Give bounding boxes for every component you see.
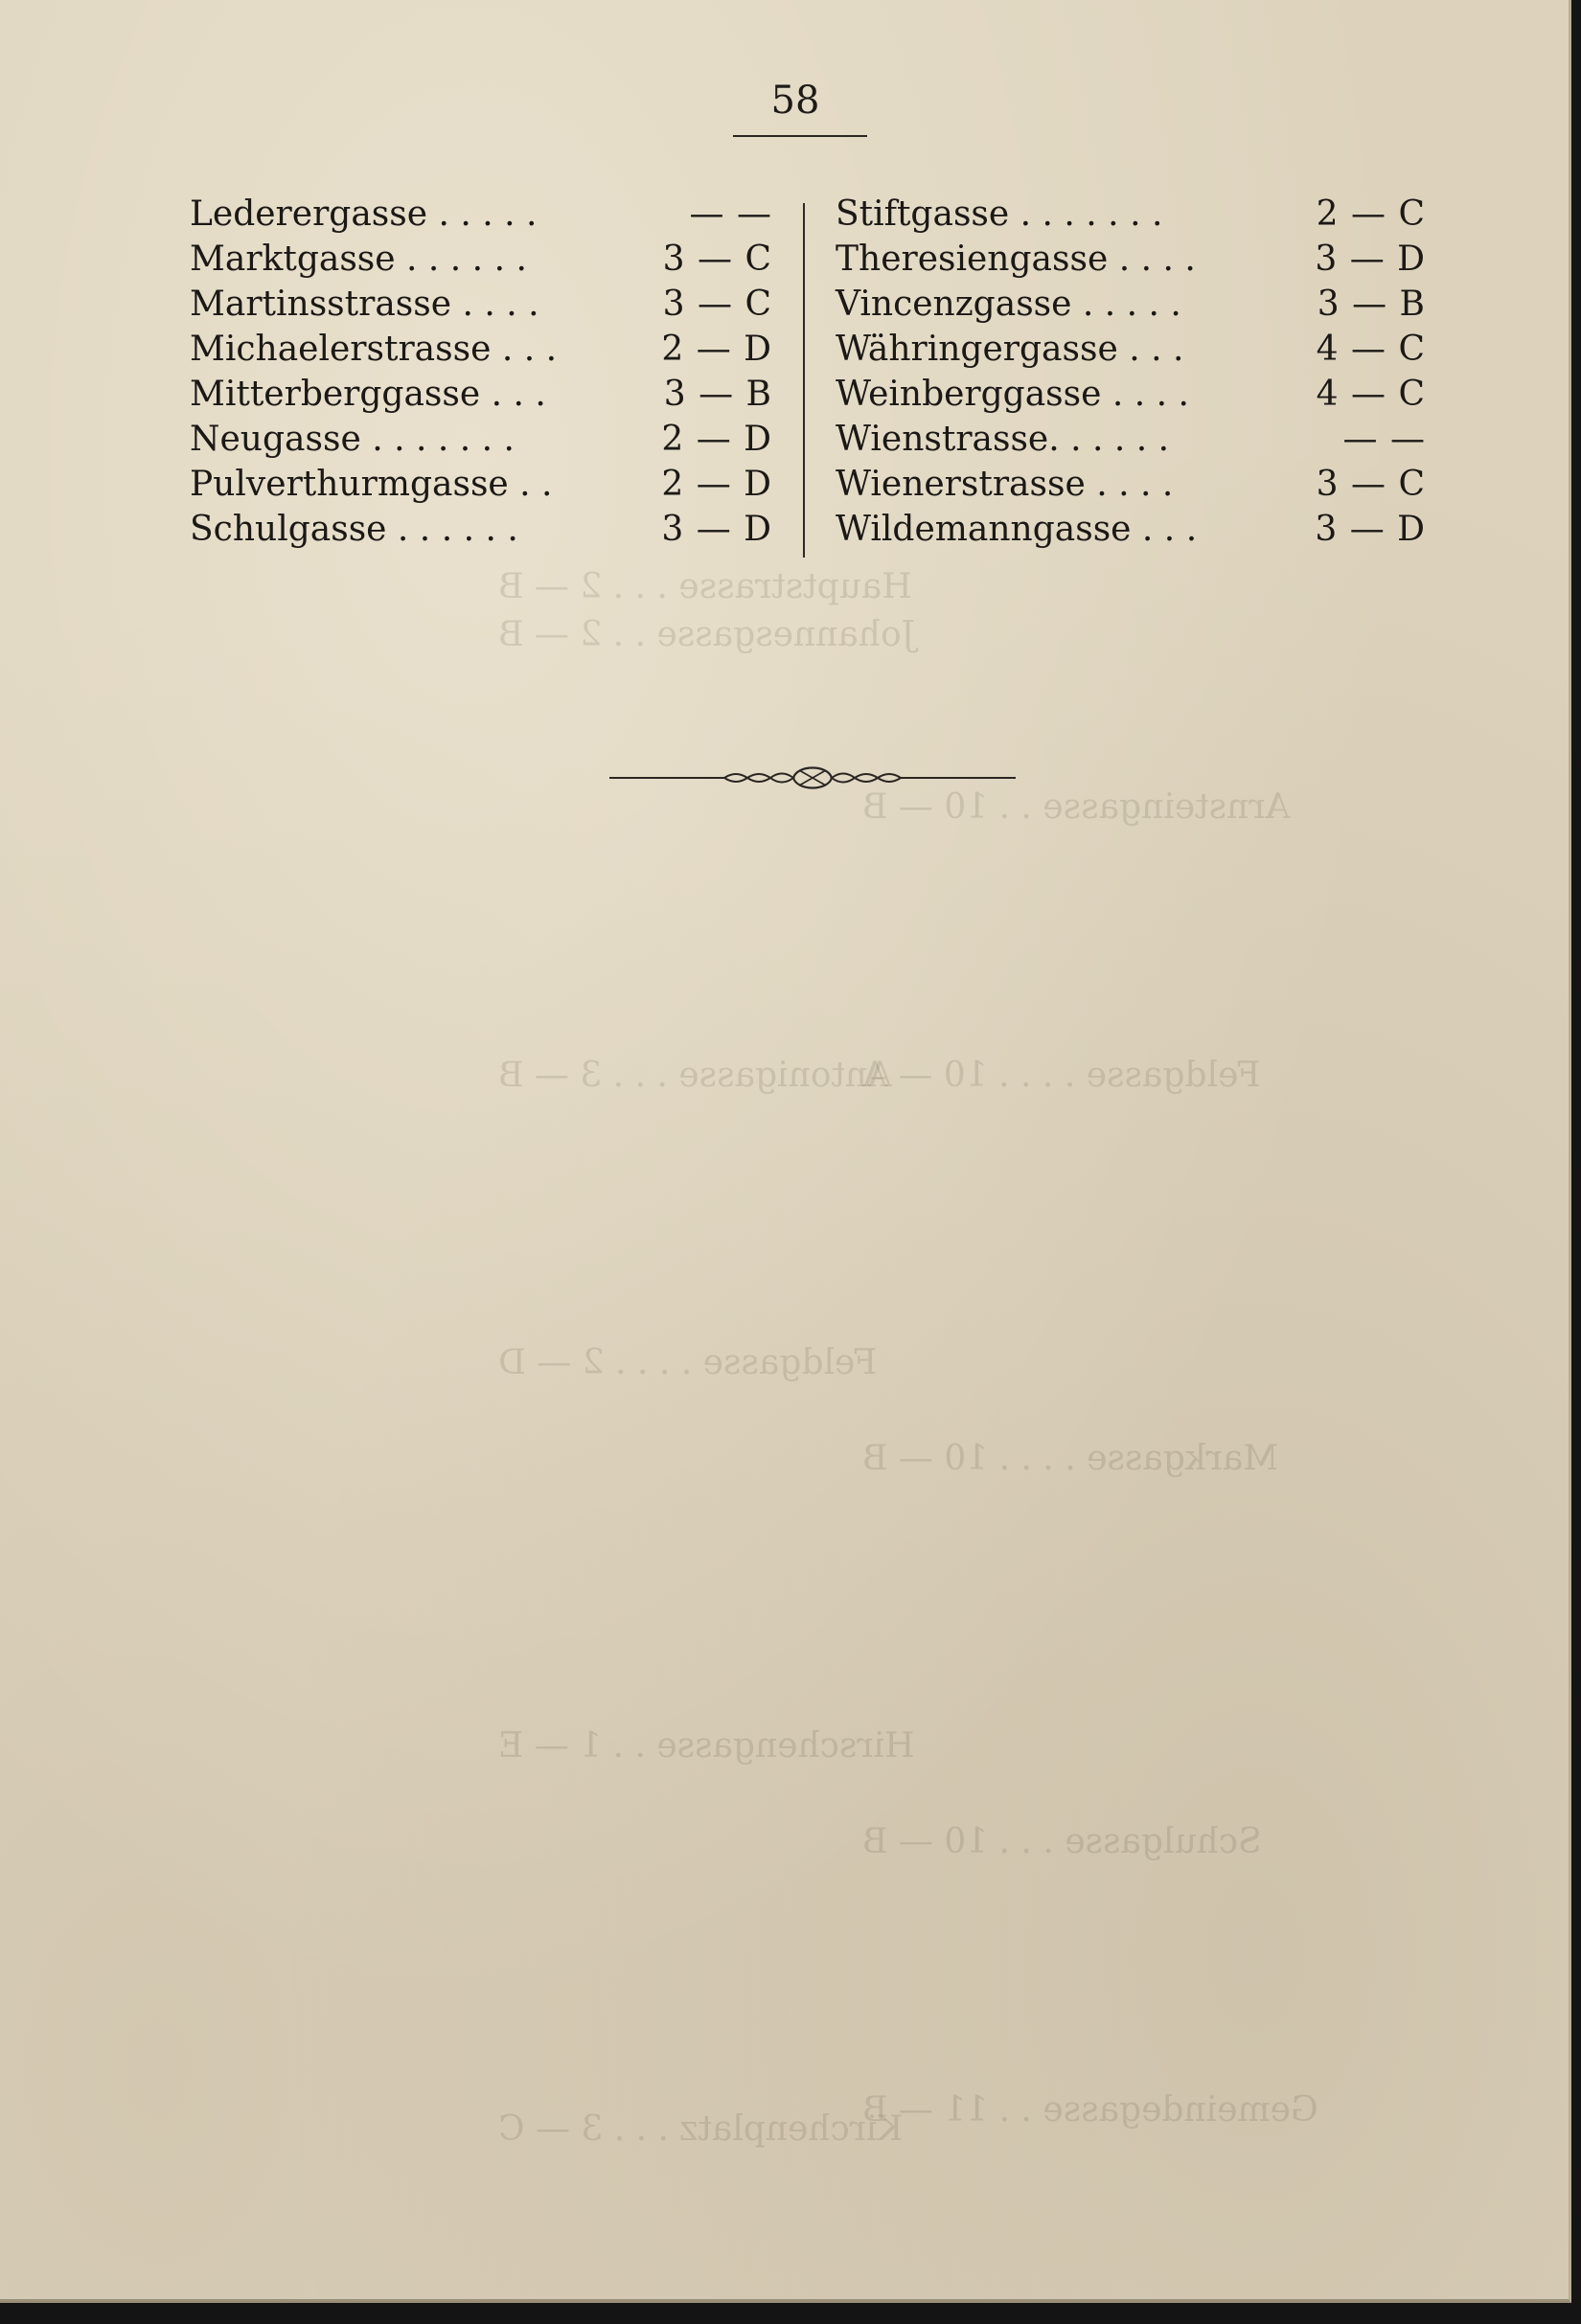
street-name: Martinsstrasse . . . .: [190, 285, 539, 324]
street-entry: [836, 237, 1426, 282]
street-name: Wienstrasse. . . . . .: [836, 420, 1170, 459]
grid-reference: 4 — C: [1316, 330, 1426, 369]
bleed-through-texture: Arnsteingasse . . 10 — B: [862, 787, 1291, 827]
grid-reference: 3 — B: [663, 375, 772, 414]
page-number: 58: [770, 79, 820, 123]
street-entry: [836, 282, 1426, 327]
grid-reference: 3 — D: [1315, 510, 1426, 549]
street-name: Weinberggasse . . . .: [836, 375, 1189, 414]
grid-reference: 3 — D: [661, 510, 772, 549]
bleed-through-texture: Schulgasse . . . 10 — B: [862, 1822, 1262, 1861]
street-name: Währingergasse . . .: [836, 330, 1184, 369]
grid-reference: 3 — D: [1315, 239, 1426, 279]
grid-reference: 2 — C: [1316, 194, 1426, 234]
street-entry: [190, 462, 772, 507]
street-name: Marktgasse . . . . . .: [190, 239, 527, 279]
bleed-through-texture: Johannesgasse . . 2 — B: [498, 615, 916, 654]
street-entry: [836, 462, 1426, 507]
street-entry: [190, 237, 772, 282]
grid-reference: — —: [689, 194, 772, 234]
bleed-through-texture: Hauptstrasse . . . 2 — B: [498, 567, 912, 606]
grid-reference: 4 — C: [1316, 375, 1426, 414]
street-entry: [836, 192, 1426, 237]
street-name: Mitterberggasse . . .: [190, 375, 546, 414]
street-name: Lederergasse . . . . .: [190, 194, 538, 234]
bleed-through-texture: Gemeindegasse . . 11 — B: [862, 2090, 1318, 2130]
grid-reference: 2 — D: [661, 420, 772, 459]
street-name: Neugasse . . . . . . .: [190, 420, 515, 459]
street-entry: [190, 417, 772, 462]
street-entry: [836, 417, 1426, 462]
street-entry: [190, 372, 772, 417]
street-index-right-column: [836, 192, 1426, 552]
street-name: Pulverthurmgasse . .: [190, 465, 553, 504]
street-entry: [190, 282, 772, 327]
street-entry: [190, 327, 772, 372]
street-name: Vincenzgasse . . . . .: [836, 285, 1181, 324]
street-entry: [836, 372, 1426, 417]
grid-reference: 3 — C: [1316, 465, 1426, 504]
street-entry: [836, 327, 1426, 372]
grid-reference: 3 — C: [662, 239, 772, 279]
street-index-left-column: [190, 192, 772, 552]
bleed-through-texture: Feldgasse . . . . 2 — D: [498, 1343, 878, 1382]
bleed-through-texture: Hirschengasse . . 1 — E: [498, 1726, 915, 1766]
grid-reference: 3 — C: [662, 285, 772, 324]
grid-reference: 3 — B: [1317, 285, 1426, 324]
street-name: Stiftgasse . . . . . . .: [836, 194, 1163, 234]
grid-reference: 2 — D: [661, 330, 772, 369]
street-name: Wildemanngasse . . .: [836, 510, 1198, 549]
bleed-through-texture: Markgasse . . . . 10 — B: [862, 1439, 1279, 1478]
grid-reference: 2 — D: [661, 465, 772, 504]
bleed-through-texture: Kirchenplatz . . . 3 — C: [498, 2109, 904, 2149]
bleed-through-texture: Feldgasse . . . . 10 — A: [862, 1056, 1261, 1095]
page-number-rule: [733, 135, 867, 137]
street-entry: [190, 507, 772, 552]
street-entry: [190, 192, 772, 237]
column-divider: [803, 203, 805, 558]
street-name: Michaelerstrasse . . .: [190, 330, 558, 369]
street-name: Wienerstrasse . . . .: [836, 465, 1174, 504]
street-name: Schulgasse . . . . . .: [190, 510, 518, 549]
street-name: Theresiengasse . . . .: [836, 239, 1196, 279]
street-entry: [836, 507, 1426, 552]
ornament-divider: [609, 759, 1016, 797]
grid-reference: — —: [1342, 420, 1426, 459]
bleed-through-texture: Antonigasse . . . 3 — B: [498, 1056, 893, 1095]
